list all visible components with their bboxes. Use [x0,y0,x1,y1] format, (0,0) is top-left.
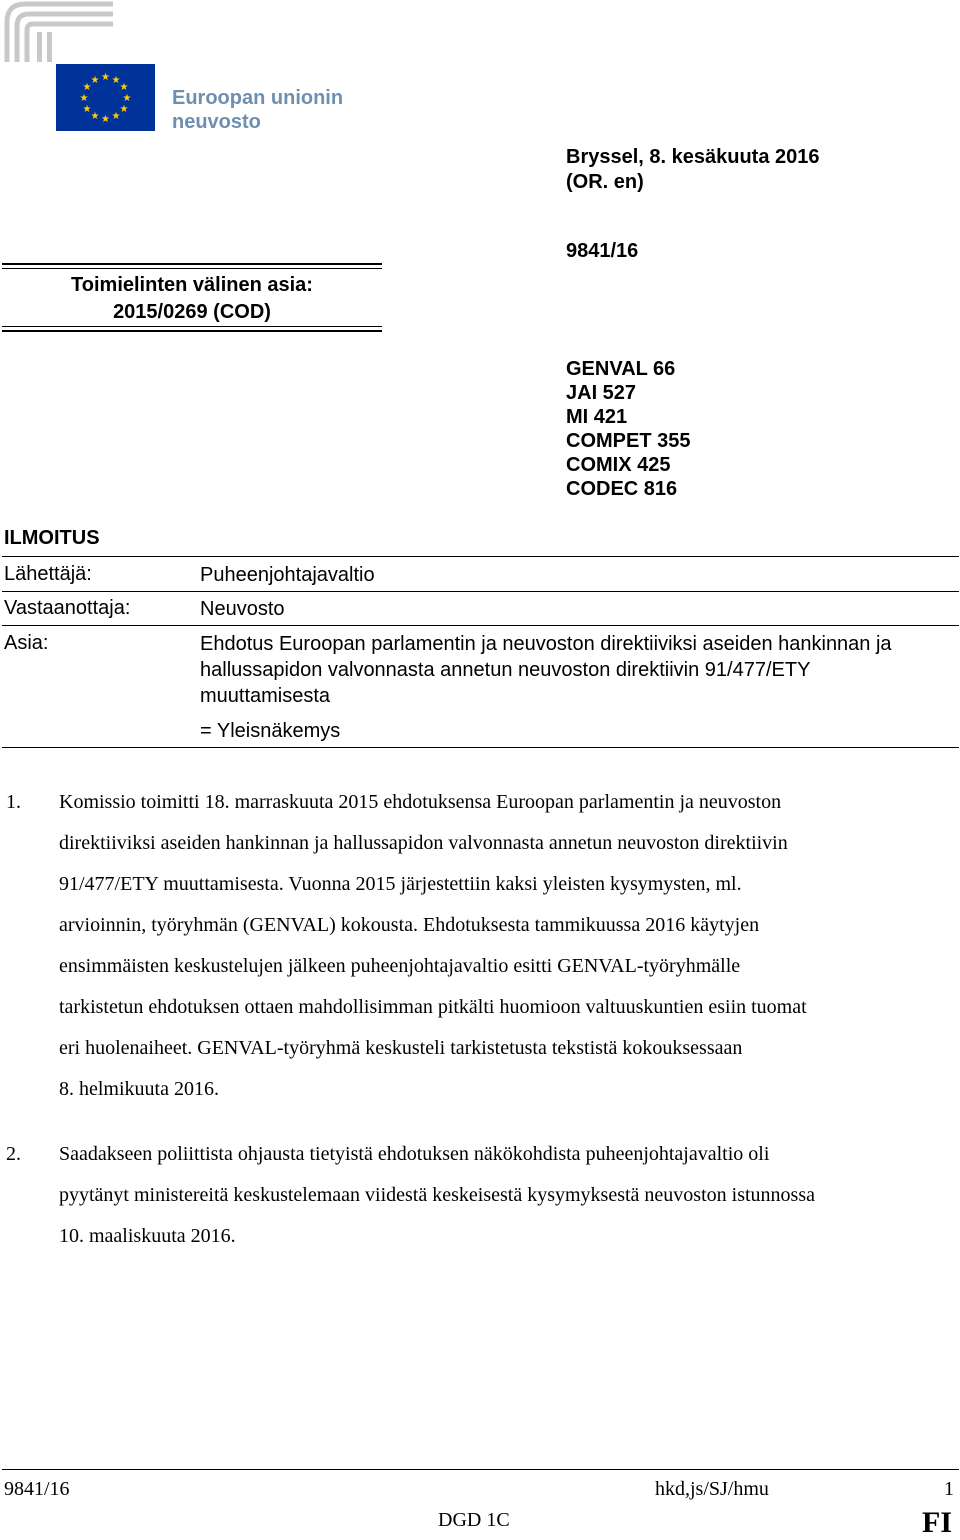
code-item: JAI 527 [566,382,637,404]
interinstitutional-file [2,272,382,326]
svg-text:★: ★ [82,82,92,93]
code-item: COMIX 425 [566,454,671,476]
subject-note: = Yleisnäkemys [200,720,341,742]
sender-value: Puheenjohtajavaltio [200,564,375,586]
paragraph-number: 2. [6,1143,21,1165]
code-item: COMPET 355 [566,430,691,452]
document-number: 9841/16 [566,240,639,262]
interinst-top-rule [2,263,382,265]
date-block [566,145,820,195]
subject-label: Asia: [4,632,49,654]
paragraph-number: 1. [6,791,21,813]
interinst-top-rule-thin [2,268,382,269]
row-separator [2,625,959,626]
row-separator [2,591,959,592]
paragraph-line: ensimmäisten keskustelujen jälkeen puheenjohtajavaltio esitti GENVAL-työryhmälle [59,955,741,977]
paragraph-line: pyytänyt ministereitä keskustelemaan viidestä keskeisestä kysymyksestä neuvoston istunnossa [59,1184,815,1206]
interinst-bottom-rule-thin [2,326,382,327]
paragraph-1 [6,782,958,1110]
notice-top-rule [2,556,959,557]
paragraph-2 [6,1134,958,1257]
council-building-logo [3,0,113,62]
footer-language: FI [922,1506,952,1539]
svg-text:★: ★ [101,72,110,83]
paragraph-line: eri huolenaiheet. GENVAL-työryhmä keskusteli tarkistetusta tekstistä kokouksessaan [59,1037,743,1059]
interinst-number: 2015/0269 (COD) [113,301,271,323]
svg-text:★: ★ [122,93,132,104]
organization-name [172,86,343,134]
code-item: GENVAL 66 [566,358,676,380]
svg-text:★: ★ [119,104,129,115]
footer-page-number: 1 [944,1478,954,1500]
notice-title: ILMOITUS [4,527,100,549]
paragraph-line: tarkistetun ehdotuksen ottaen mahdollisimman pitkälti huomioon valtuuskuntien esiin tuomat [59,996,807,1018]
svg-text:★: ★ [90,75,100,86]
interinst-bottom-rule [2,330,382,332]
sender-label: Lähettäjä: [4,563,92,585]
svg-text:★: ★ [82,104,92,115]
paragraph-line: Komissio toimitti 18. marraskuuta 2015 ehdotuksensa Euroopan parlamentin ja neuvoston [59,791,782,813]
paragraph-line: 8. helmikuuta 2016. [59,1078,219,1100]
svg-text:★: ★ [79,93,89,104]
subject-value: Ehdotus Euroopan parlamentin ja neuvoston direktiiviksi aseiden hankinnan ja hallussapidon valvonnasta annetun neuvoston direktiivin 91/477/ETY muuttamisesta [200,633,892,707]
recipient-label: Vastaanottaja: [4,597,131,619]
eu-flag-icon [56,64,155,131]
svg-text:★: ★ [119,82,129,93]
original-language: (OR. en) [566,171,644,193]
paragraph-line: direktiiviksi aseiden hankinnan ja hallussapidon valvonnasta annetun neuvoston direktiivin [59,832,788,854]
paragraph-line: Saadakseen poliittista ohjausta tietyistä ehdotuksen näkökohdista puheenjohtajavaltio oli [59,1143,770,1165]
footer-document-number: 9841/16 [4,1478,70,1500]
notice-bottom-rule [2,747,959,748]
org-name-line2: neuvosto [172,111,261,133]
paragraph-line: 10. maaliskuuta 2016. [59,1225,236,1247]
org-name-line1: Euroopan unionin [172,87,344,109]
svg-text:★: ★ [111,75,121,86]
interinst-label: Toimielinten välinen asia: [71,274,313,296]
svg-text:★: ★ [90,111,100,122]
document-date: Bryssel, 8. kesäkuuta 2016 [566,146,820,168]
footer-directorate: DGD 1C [438,1509,510,1531]
footer-rule [2,1469,959,1470]
svg-text:★: ★ [101,114,110,125]
code-item: MI 421 [566,406,628,428]
paragraph-line: 91/477/ETY muuttamisesta. Vuonna 2015 järjestettiin kaksi yleisten kysymysten, ml. [59,873,742,895]
svg-text:★: ★ [111,111,121,122]
code-item: CODEC 816 [566,478,678,500]
classification-codes [566,357,690,501]
footer-initials: hkd,js/SJ/hmu [655,1478,769,1500]
paragraph-line: arvioinnin, työryhmän (GENVAL) kokousta. Ehdotuksesta tammikuussa 2016 käytyjen [59,914,760,936]
recipient-value: Neuvosto [200,598,285,620]
